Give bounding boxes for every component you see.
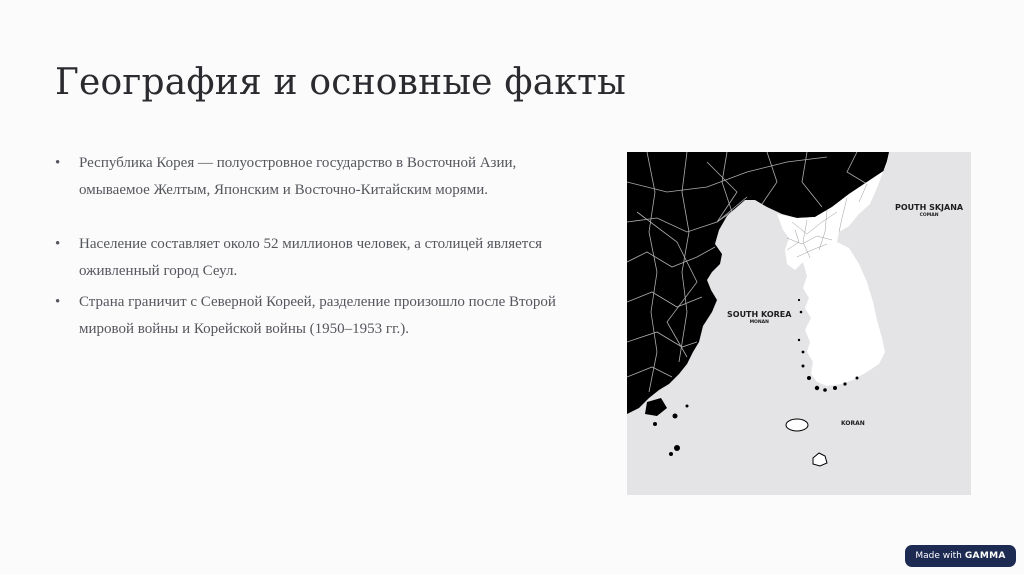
bullet-text: Население составляет около 52 миллионов человек, а столицей является оживленный город Сеул.: [79, 236, 543, 279]
bullet-item: [55, 231, 575, 285]
bullet-marker: •: [55, 236, 61, 252]
map-label-pouth-sub: COMAN: [919, 213, 939, 218]
bullet-text: Страна граничит с Северной Кореей, разделение произошло после Второй мировой войны и Корейской войны (1950–1953 гг.).: [79, 294, 556, 337]
bullet-marker: •: [55, 294, 61, 310]
map-label-south-sub: MONAN: [749, 320, 769, 325]
bullet-marker: •: [55, 155, 61, 171]
map-label-south-main: SOUTH KOREA: [727, 310, 792, 319]
slide-title: География и основные факты: [55, 62, 627, 103]
made-with-gamma-badge[interactable]: [905, 545, 1016, 567]
bullet-item: [55, 150, 575, 204]
jeju-island: [786, 419, 808, 431]
small-island: [813, 453, 827, 466]
badge-prefix: Made with: [915, 551, 962, 561]
south-korea-landmass: [803, 242, 885, 386]
korea-map-image: [627, 152, 971, 495]
bullet-item: [55, 289, 575, 343]
map-label-koran: KORAN: [841, 420, 865, 427]
map-label-pouth: [895, 204, 963, 219]
bullet-text: Республика Корея — полуостровное государство в Восточной Азии, омываемое Желтым, Японским и Восточно-Китайским морями.: [79, 155, 517, 198]
china-coast-islands: [645, 398, 689, 456]
bullet-list: [55, 150, 575, 343]
gamma-logo-text: GAMMA: [964, 551, 1006, 561]
map-label-pouth-main: POUTH SKJANA: [895, 203, 964, 212]
map-label-south-korea: [727, 311, 791, 326]
